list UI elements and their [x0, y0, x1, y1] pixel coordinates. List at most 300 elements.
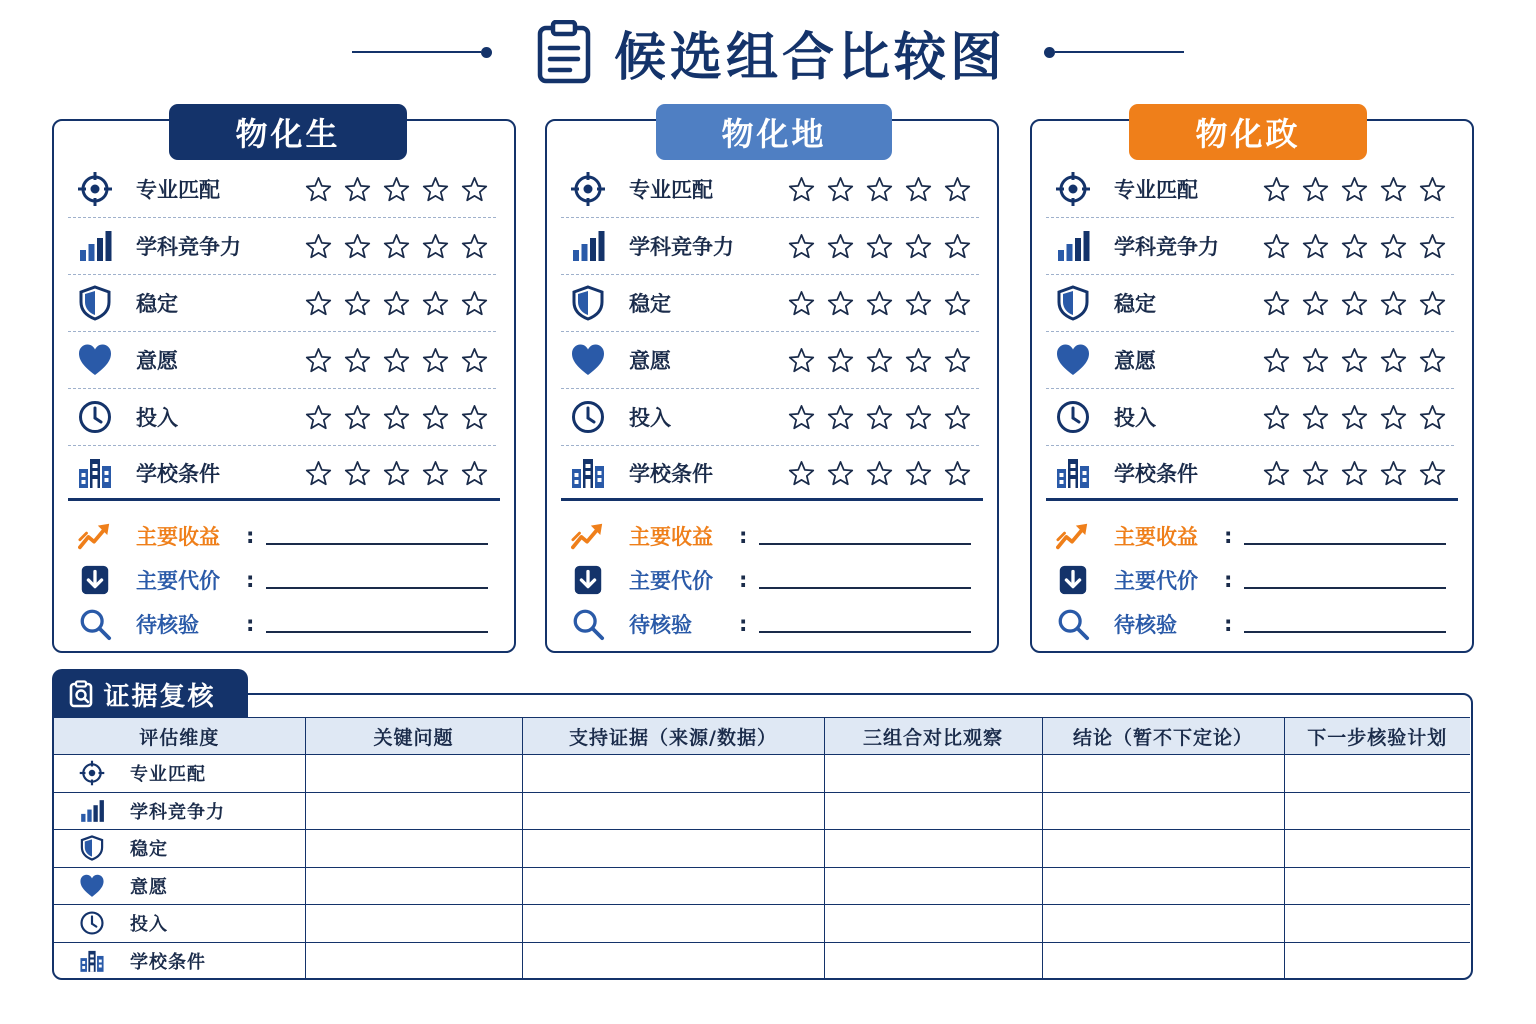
- star-icon[interactable]: [1341, 176, 1368, 203]
- star-icon[interactable]: [383, 176, 410, 203]
- evidence-header-row: [54, 718, 1470, 755]
- star-icon[interactable]: [827, 233, 854, 260]
- rating-row-icon: [1046, 228, 1100, 264]
- note-row: [561, 602, 971, 646]
- star-rating[interactable]: [788, 347, 971, 374]
- star-rating[interactable]: [788, 176, 971, 203]
- star-icon[interactable]: [1341, 347, 1368, 374]
- star-icon[interactable]: [422, 347, 449, 374]
- star-icon[interactable]: [1302, 233, 1329, 260]
- note-label: 主要收益: [1114, 525, 1198, 549]
- clipboard-search-icon: [68, 680, 96, 708]
- rating-row: [1046, 446, 1454, 500]
- evidence-input-cell[interactable]: [522, 942, 824, 980]
- star-icon[interactable]: [866, 290, 893, 317]
- rating-row-label: 稳定: [629, 292, 671, 316]
- note-icon: [561, 563, 615, 597]
- star-icon[interactable]: [1419, 290, 1446, 317]
- star-icon[interactable]: [422, 460, 449, 487]
- evidence-input-cell[interactable]: [522, 792, 824, 830]
- star-icon[interactable]: [344, 176, 371, 203]
- star-icon[interactable]: [827, 404, 854, 431]
- rating-row-icon: [68, 342, 122, 378]
- rating-row-label: 投入: [1114, 406, 1156, 430]
- rating-row-label: 意愿: [136, 349, 178, 373]
- magnifier-icon: [1056, 607, 1090, 641]
- star-icon[interactable]: [905, 290, 932, 317]
- evidence-input-cell[interactable]: [305, 755, 522, 793]
- star-icon[interactable]: [461, 233, 488, 260]
- evidence-row: [54, 755, 1470, 793]
- rating-row-icon: [68, 399, 122, 435]
- star-icon[interactable]: [344, 404, 371, 431]
- note-fill-line[interactable]: [759, 543, 971, 545]
- star-icon[interactable]: [944, 233, 971, 260]
- note-icon: [68, 607, 122, 641]
- rating-row-icon: [561, 171, 615, 207]
- evidence-dimension-cell: [54, 942, 305, 980]
- note-label: 主要收益: [629, 525, 713, 549]
- heart-icon: [79, 873, 105, 899]
- star-rating[interactable]: [1263, 460, 1446, 487]
- evidence-input-cell[interactable]: [305, 942, 522, 980]
- star-rating[interactable]: [305, 233, 488, 260]
- evidence-input-cell[interactable]: [305, 792, 522, 830]
- star-icon[interactable]: [1419, 233, 1446, 260]
- star-icon[interactable]: [866, 176, 893, 203]
- option-title: 物化地: [656, 104, 892, 160]
- note-colon: :: [739, 524, 748, 548]
- trend-up-icon: [571, 519, 605, 553]
- header-rule-left: [352, 47, 492, 58]
- star-icon[interactable]: [344, 460, 371, 487]
- evidence-input-cell[interactable]: [824, 755, 1042, 793]
- star-icon[interactable]: [1380, 347, 1407, 374]
- star-rating[interactable]: [305, 460, 488, 487]
- rating-row-icon: [1046, 285, 1100, 321]
- evidence-input-cell[interactable]: [522, 867, 824, 905]
- building-icon: [79, 948, 105, 974]
- star-rating[interactable]: [305, 347, 488, 374]
- download-icon: [571, 563, 605, 597]
- star-icon[interactable]: [383, 347, 410, 374]
- star-icon[interactable]: [1380, 460, 1407, 487]
- evidence-input-cell[interactable]: [305, 830, 522, 868]
- rating-row: [68, 389, 496, 446]
- rating-row: [561, 446, 979, 500]
- trend-up-icon: [78, 519, 112, 553]
- evidence-input-cell[interactable]: [824, 792, 1042, 830]
- star-icon[interactable]: [905, 347, 932, 374]
- rating-row-label: 投入: [136, 406, 178, 430]
- dimension-icon: [54, 948, 130, 974]
- note-fill-line[interactable]: [759, 631, 971, 633]
- rating-row: [1046, 275, 1454, 332]
- note-fill-line[interactable]: [1244, 543, 1446, 545]
- star-rating[interactable]: [788, 290, 971, 317]
- star-icon[interactable]: [344, 347, 371, 374]
- rating-row-label: 专业匹配: [629, 178, 713, 202]
- star-icon[interactable]: [1380, 176, 1407, 203]
- magnifier-icon: [78, 607, 112, 641]
- star-icon[interactable]: [344, 233, 371, 260]
- star-rating[interactable]: [1263, 176, 1446, 203]
- star-icon[interactable]: [944, 460, 971, 487]
- rating-row: [561, 161, 979, 218]
- note-icon: [561, 519, 615, 553]
- star-icon[interactable]: [1341, 290, 1368, 317]
- star-icon[interactable]: [422, 176, 449, 203]
- star-icon[interactable]: [1419, 176, 1446, 203]
- star-rating[interactable]: [305, 176, 488, 203]
- evidence-table: [54, 717, 1470, 980]
- clock-icon: [570, 399, 606, 435]
- evidence-input-cell[interactable]: [1284, 830, 1470, 868]
- dimension-label: 学科竞争力: [130, 801, 225, 823]
- evidence-review-title: 证据复核: [103, 681, 216, 712]
- evidence-input-cell[interactable]: [522, 830, 824, 868]
- star-icon[interactable]: [905, 460, 932, 487]
- trend-up-icon: [1056, 519, 1090, 553]
- star-icon[interactable]: [422, 290, 449, 317]
- star-icon[interactable]: [827, 290, 854, 317]
- star-icon[interactable]: [1302, 460, 1329, 487]
- evidence-input-cell[interactable]: [1042, 942, 1284, 980]
- rating-row: [68, 275, 496, 332]
- rating-row: [68, 218, 496, 275]
- star-icon[interactable]: [788, 233, 815, 260]
- star-icon[interactable]: [1263, 233, 1290, 260]
- note-fill-line[interactable]: [266, 631, 488, 633]
- note-fill-line[interactable]: [266, 587, 488, 589]
- evidence-input-cell[interactable]: [1284, 755, 1470, 793]
- dimension-label: 稳定: [130, 839, 168, 861]
- star-icon[interactable]: [422, 404, 449, 431]
- evidence-review-panel: [52, 681, 1473, 980]
- star-icon[interactable]: [1263, 176, 1290, 203]
- evidence-input-cell[interactable]: [1284, 867, 1470, 905]
- col-header-key-question: 关键问题: [305, 718, 522, 755]
- note-label: 待核验: [1114, 613, 1177, 637]
- rating-row: [68, 446, 496, 500]
- star-icon[interactable]: [305, 347, 332, 374]
- card-divider: [561, 498, 983, 501]
- magnifier-icon: [571, 607, 605, 641]
- star-icon[interactable]: [383, 460, 410, 487]
- dimension-icon: [54, 873, 130, 899]
- bar-chart-icon: [77, 228, 113, 264]
- star-icon[interactable]: [461, 290, 488, 317]
- star-icon[interactable]: [1380, 233, 1407, 260]
- evidence-input-cell[interactable]: [1284, 792, 1470, 830]
- option-title: 物化政: [1129, 104, 1367, 160]
- star-icon[interactable]: [461, 347, 488, 374]
- star-icon[interactable]: [1302, 290, 1329, 317]
- rating-row: [561, 218, 979, 275]
- evidence-input-cell[interactable]: [1042, 830, 1284, 868]
- evidence-input-cell[interactable]: [1042, 905, 1284, 943]
- evidence-row: [54, 942, 1470, 980]
- rating-row-label: 学科竞争力: [136, 235, 241, 259]
- rating-row-icon: [68, 228, 122, 264]
- rating-row: [1046, 218, 1454, 275]
- evidence-input-cell[interactable]: [522, 755, 824, 793]
- evidence-input-cell[interactable]: [824, 867, 1042, 905]
- star-icon[interactable]: [305, 176, 332, 203]
- col-header-supporting-evidence: 支持证据（来源/数据）: [522, 718, 824, 755]
- star-icon[interactable]: [305, 404, 332, 431]
- rating-row-icon: [561, 399, 615, 435]
- star-icon[interactable]: [827, 460, 854, 487]
- note-row: [561, 558, 971, 602]
- rating-row: [561, 275, 979, 332]
- target-icon: [1055, 171, 1091, 207]
- rating-row-icon: [1046, 399, 1100, 435]
- evidence-input-cell[interactable]: [824, 830, 1042, 868]
- star-icon[interactable]: [1263, 290, 1290, 317]
- evidence-dimension-cell: [54, 755, 305, 793]
- star-icon[interactable]: [866, 460, 893, 487]
- target-icon: [79, 760, 105, 786]
- note-colon: :: [1224, 524, 1233, 548]
- col-header-dimension: 评估维度: [54, 718, 305, 755]
- evidence-input-cell[interactable]: [1042, 867, 1284, 905]
- dimension-icon: [54, 760, 130, 786]
- rating-row-label: 意愿: [629, 349, 671, 373]
- star-rating[interactable]: [788, 460, 971, 487]
- note-icon: [68, 563, 122, 597]
- building-icon: [77, 455, 113, 491]
- evidence-input-cell[interactable]: [1042, 755, 1284, 793]
- star-icon[interactable]: [788, 347, 815, 374]
- rating-row-label: 学校条件: [629, 462, 713, 486]
- evidence-input-cell[interactable]: [1284, 905, 1470, 943]
- rating-row-icon: [1046, 171, 1100, 207]
- star-rating[interactable]: [1263, 290, 1446, 317]
- rating-row: [1046, 161, 1454, 218]
- bar-chart-icon: [570, 228, 606, 264]
- rating-row-icon: [1046, 342, 1100, 378]
- star-rating[interactable]: [788, 233, 971, 260]
- star-icon[interactable]: [461, 404, 488, 431]
- rating-row: [561, 332, 979, 389]
- note-colon: :: [739, 612, 748, 636]
- card-divider: [1046, 498, 1458, 501]
- star-icon[interactable]: [1419, 404, 1446, 431]
- rating-row-icon: [1046, 455, 1100, 491]
- star-rating[interactable]: [788, 404, 971, 431]
- rating-row-label: 专业匹配: [1114, 178, 1198, 202]
- evidence-row: [54, 867, 1470, 905]
- note-label: 主要代价: [1114, 569, 1198, 593]
- star-icon[interactable]: [905, 404, 932, 431]
- note-colon: :: [739, 568, 748, 592]
- note-colon: :: [246, 612, 255, 636]
- header-rule-right: [1044, 47, 1184, 58]
- star-rating[interactable]: [1263, 347, 1446, 374]
- clock-icon: [1055, 399, 1091, 435]
- note-row: [561, 514, 971, 558]
- evidence-input-cell[interactable]: [824, 905, 1042, 943]
- evidence-row: [54, 792, 1470, 830]
- heart-icon: [1055, 342, 1091, 378]
- rating-row-icon: [68, 171, 122, 207]
- star-icon[interactable]: [944, 347, 971, 374]
- star-icon[interactable]: [305, 290, 332, 317]
- rating-row: [1046, 389, 1454, 446]
- star-icon[interactable]: [305, 233, 332, 260]
- star-icon[interactable]: [1341, 233, 1368, 260]
- star-icon[interactable]: [1302, 176, 1329, 203]
- star-icon[interactable]: [383, 290, 410, 317]
- star-icon[interactable]: [788, 176, 815, 203]
- note-label: 待核验: [136, 613, 199, 637]
- col-header-comparison: 三组合对比观察: [824, 718, 1042, 755]
- star-icon[interactable]: [305, 460, 332, 487]
- bar-chart-icon: [79, 798, 105, 824]
- star-icon[interactable]: [1380, 404, 1407, 431]
- star-icon[interactable]: [788, 290, 815, 317]
- star-icon[interactable]: [1263, 404, 1290, 431]
- option-title: 物化生: [169, 104, 407, 160]
- star-icon[interactable]: [383, 233, 410, 260]
- page-header: [0, 12, 1536, 92]
- star-icon[interactable]: [461, 176, 488, 203]
- star-icon[interactable]: [944, 290, 971, 317]
- star-icon[interactable]: [1302, 347, 1329, 374]
- dimension-label: 专业匹配: [130, 764, 206, 786]
- dimension-icon: [54, 910, 130, 936]
- note-fill-line[interactable]: [1244, 587, 1446, 589]
- rating-row-label: 学校条件: [1114, 462, 1198, 486]
- shield-icon: [79, 835, 105, 861]
- star-icon[interactable]: [1263, 347, 1290, 374]
- star-icon[interactable]: [1419, 460, 1446, 487]
- note-row: [1046, 602, 1446, 646]
- rating-row-icon: [561, 342, 615, 378]
- star-rating[interactable]: [1263, 233, 1446, 260]
- download-icon: [1056, 563, 1090, 597]
- rating-row-label: 意愿: [1114, 349, 1156, 373]
- evidence-row: [54, 830, 1470, 868]
- star-icon[interactable]: [944, 404, 971, 431]
- rating-row-label: 稳定: [136, 292, 178, 316]
- note-icon: [561, 607, 615, 641]
- note-row: [68, 514, 488, 558]
- note-colon: :: [246, 524, 255, 548]
- note-colon: :: [1224, 568, 1233, 592]
- star-icon[interactable]: [344, 290, 371, 317]
- rating-row-icon: [68, 455, 122, 491]
- shield-icon: [570, 285, 606, 321]
- star-icon[interactable]: [422, 233, 449, 260]
- shield-icon: [77, 285, 113, 321]
- note-label: 主要收益: [136, 525, 220, 549]
- star-icon[interactable]: [827, 347, 854, 374]
- clock-icon: [79, 910, 105, 936]
- star-icon[interactable]: [827, 176, 854, 203]
- star-icon[interactable]: [1341, 404, 1368, 431]
- dimension-label: 投入: [130, 914, 168, 936]
- evidence-input-cell[interactable]: [824, 942, 1042, 980]
- note-colon: :: [246, 568, 255, 592]
- star-icon[interactable]: [788, 404, 815, 431]
- note-fill-line[interactable]: [1244, 631, 1446, 633]
- note-icon: [1046, 563, 1100, 597]
- star-icon[interactable]: [788, 460, 815, 487]
- note-row: [68, 558, 488, 602]
- evidence-row: [54, 905, 1470, 943]
- evidence-input-cell[interactable]: [305, 867, 522, 905]
- star-icon[interactable]: [1302, 404, 1329, 431]
- note-icon: [68, 519, 122, 553]
- evidence-dimension-cell: [54, 792, 305, 830]
- star-icon[interactable]: [905, 233, 932, 260]
- rating-row-label: 投入: [629, 406, 671, 430]
- star-icon[interactable]: [383, 404, 410, 431]
- clock-icon: [77, 399, 113, 435]
- note-label: 待核验: [629, 613, 692, 637]
- bar-chart-icon: [1055, 228, 1091, 264]
- heart-icon: [77, 342, 113, 378]
- note-row: [1046, 514, 1446, 558]
- evidence-input-cell[interactable]: [305, 905, 522, 943]
- note-icon: [1046, 607, 1100, 641]
- target-icon: [77, 171, 113, 207]
- option-card-wuhuazheng: [1030, 115, 1474, 653]
- option-card-wuhuasheng: [52, 115, 516, 653]
- evidence-input-cell[interactable]: [522, 905, 824, 943]
- rating-row: [561, 389, 979, 446]
- star-icon[interactable]: [1341, 460, 1368, 487]
- evidence-input-cell[interactable]: [1042, 792, 1284, 830]
- evidence-dimension-cell: [54, 830, 305, 868]
- star-icon[interactable]: [866, 233, 893, 260]
- star-icon[interactable]: [866, 404, 893, 431]
- star-icon[interactable]: [1380, 290, 1407, 317]
- dimension-icon: [54, 798, 130, 824]
- star-icon[interactable]: [905, 176, 932, 203]
- evidence-input-cell[interactable]: [1284, 942, 1470, 980]
- rating-row-icon: [561, 455, 615, 491]
- evidence-dimension-cell: [54, 867, 305, 905]
- note-fill-line[interactable]: [266, 543, 488, 545]
- rating-row-label: 学校条件: [136, 462, 220, 486]
- note-row: [1046, 558, 1446, 602]
- star-icon[interactable]: [944, 176, 971, 203]
- option-card-wuhuadi: [545, 115, 999, 653]
- note-icon: [1046, 519, 1100, 553]
- star-rating[interactable]: [305, 290, 488, 317]
- note-label: 主要代价: [136, 569, 220, 593]
- rating-row-icon: [561, 285, 615, 321]
- star-icon[interactable]: [1263, 460, 1290, 487]
- star-rating[interactable]: [305, 404, 488, 431]
- star-icon[interactable]: [1419, 347, 1446, 374]
- note-fill-line[interactable]: [759, 587, 971, 589]
- note-label: 主要代价: [629, 569, 713, 593]
- star-icon[interactable]: [866, 347, 893, 374]
- rating-row-icon: [561, 228, 615, 264]
- evidence-dimension-cell: [54, 905, 305, 943]
- star-rating[interactable]: [1263, 404, 1446, 431]
- star-icon[interactable]: [461, 460, 488, 487]
- card-divider: [68, 498, 500, 501]
- evidence-review-tab: [52, 669, 248, 719]
- dimension-label: 意愿: [130, 876, 168, 898]
- target-icon: [570, 171, 606, 207]
- rating-row-label: 专业匹配: [136, 178, 220, 202]
